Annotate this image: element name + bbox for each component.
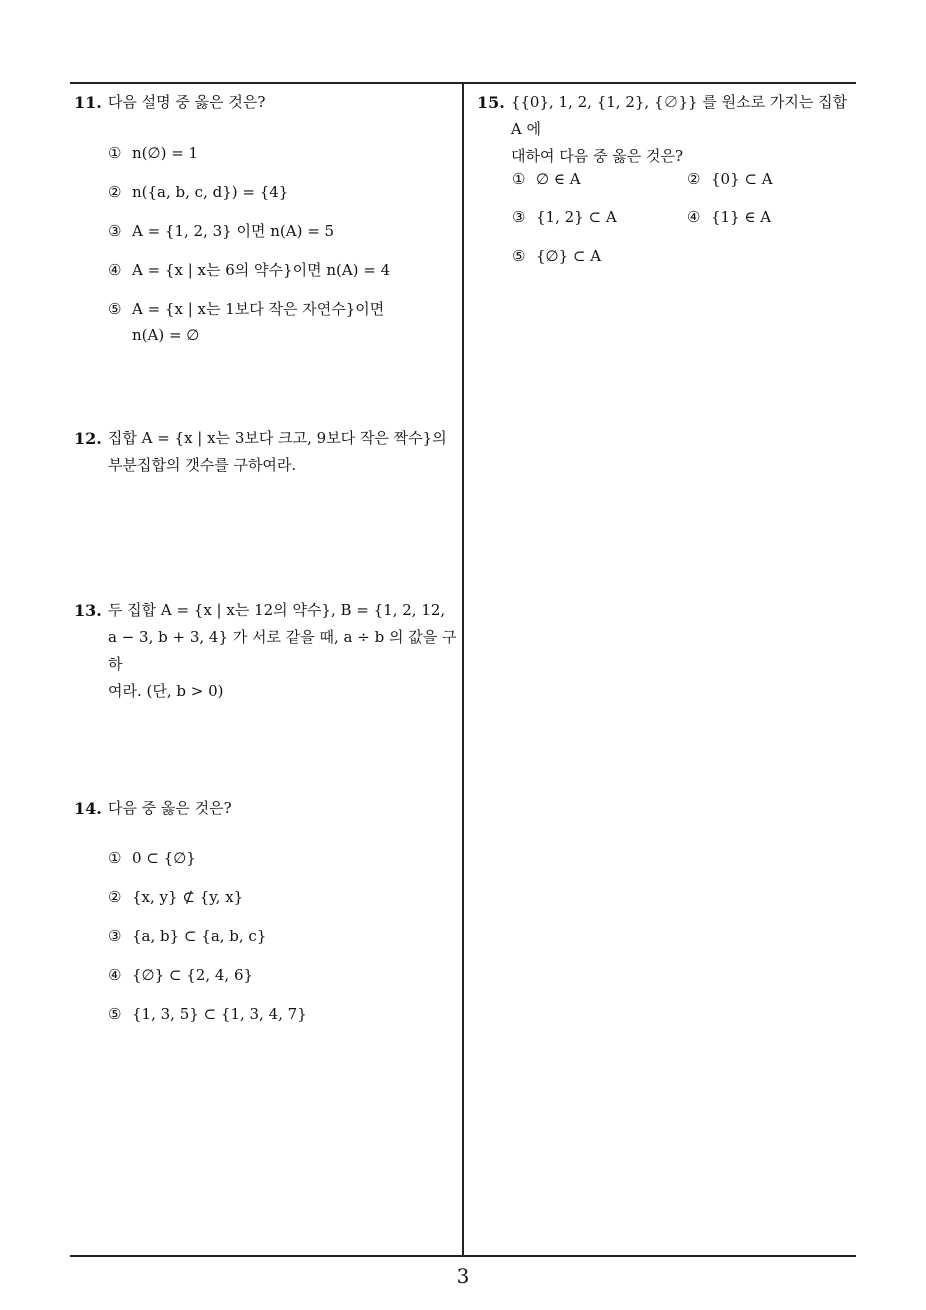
option-marker: ③	[108, 927, 122, 945]
question-line-3: 여라. (단, b > 0)	[108, 682, 224, 700]
option-marker: ⑤	[108, 1005, 122, 1023]
question-line-2: a − 3, b + 3, 4} 가 서로 같을 때, a ÷ b 의 값을 구하	[108, 628, 457, 673]
option-marker: ③	[108, 222, 122, 240]
question-number: 14.	[74, 799, 102, 818]
option-marker: ⑤	[512, 247, 526, 265]
option-text: {∅} ⊂ A	[536, 247, 602, 265]
question-number: 13.	[74, 601, 102, 620]
option-text: {0} ⊂ A	[711, 170, 773, 188]
q15-option-1	[512, 166, 581, 192]
q15-option-5	[512, 243, 601, 269]
option-text: {x, y} ⊄ {y, x}	[132, 888, 244, 906]
option-text: A = {1, 2, 3} 이면 n(A) = 5	[132, 222, 335, 240]
option-text: ∅ ∈ A	[536, 170, 581, 188]
q11-option-4	[108, 257, 390, 283]
question-line-1: 두 집합 A = {x | x는 12의 약수}, B = {1, 2, 12,	[107, 601, 446, 619]
question-12	[74, 425, 458, 479]
option-text: A = {x | x는 1보다 작은 자연수}이면	[132, 300, 385, 318]
option-marker: ②	[687, 170, 701, 188]
option-marker: ②	[108, 183, 122, 201]
q11-option-2	[108, 179, 288, 205]
question-line-2: 부분집합의 갯수를 구하여라.	[108, 456, 297, 474]
question-number: 15.	[477, 93, 505, 112]
option-marker: ①	[512, 170, 526, 188]
option-text: {1} ∈ A	[711, 208, 772, 226]
column-divider	[462, 82, 464, 1257]
question-14	[74, 795, 458, 822]
option-text: {∅} ⊂ {2, 4, 6}	[132, 966, 254, 984]
option-marker: ③	[512, 208, 526, 226]
q14-option-4	[108, 962, 253, 988]
question-number: 11.	[74, 93, 102, 112]
question-line-1: 집합 A = {x | x는 3보다 크고, 9보다 작은 짝수}의	[107, 429, 447, 447]
q11-option-3	[108, 218, 334, 244]
q14-option-1	[108, 845, 196, 871]
option-text: n(∅) = 1	[132, 144, 199, 162]
q11-option-1	[108, 140, 198, 166]
q15-option-4	[687, 204, 771, 230]
q15-option-3	[512, 204, 617, 230]
option-marker: ②	[108, 888, 122, 906]
option-text: n({a, b, c, d}) = {4}	[132, 183, 289, 201]
question-line-2: 대하여 다음 중 옳은 것은?	[511, 147, 684, 165]
question-11	[74, 89, 458, 116]
question-15	[477, 89, 861, 170]
question-text: 다음 중 옳은 것은?	[107, 799, 232, 817]
q11-option-5	[108, 296, 384, 322]
option-marker: ④	[108, 966, 122, 984]
option-marker: ④	[108, 261, 122, 279]
option-text: {a, b} ⊂ {a, b, c}	[132, 927, 267, 945]
option-text: 0 ⊂ {∅}	[132, 849, 196, 867]
option-text: A = {x | x는 6의 약수}이면 n(A) = 4	[132, 261, 391, 279]
option-marker: ①	[108, 849, 122, 867]
q15-option-2	[687, 166, 773, 192]
option-text: {1, 3, 5} ⊂ {1, 3, 4, 7}	[132, 1005, 307, 1023]
bottom-rule	[70, 1255, 856, 1257]
option-text: {1, 2} ⊂ A	[536, 208, 617, 226]
question-text: 다음 설명 중 옳은 것은?	[107, 93, 266, 111]
question-13	[74, 597, 458, 705]
question-number: 12.	[74, 429, 102, 448]
q14-option-2	[108, 884, 243, 910]
page-number: 3	[456, 1264, 470, 1288]
option-marker: ①	[108, 144, 122, 162]
option-marker: ⑤	[108, 300, 122, 318]
question-line-1: {{0}, 1, 2, {1, 2}, {∅}} 를 원소로 가지는 집합 A 에	[510, 93, 848, 138]
option-marker: ④	[687, 208, 701, 226]
q14-option-5	[108, 1001, 307, 1027]
q11-option-5-continued: n(A) = ∅	[132, 326, 200, 344]
q14-option-3	[108, 923, 266, 949]
